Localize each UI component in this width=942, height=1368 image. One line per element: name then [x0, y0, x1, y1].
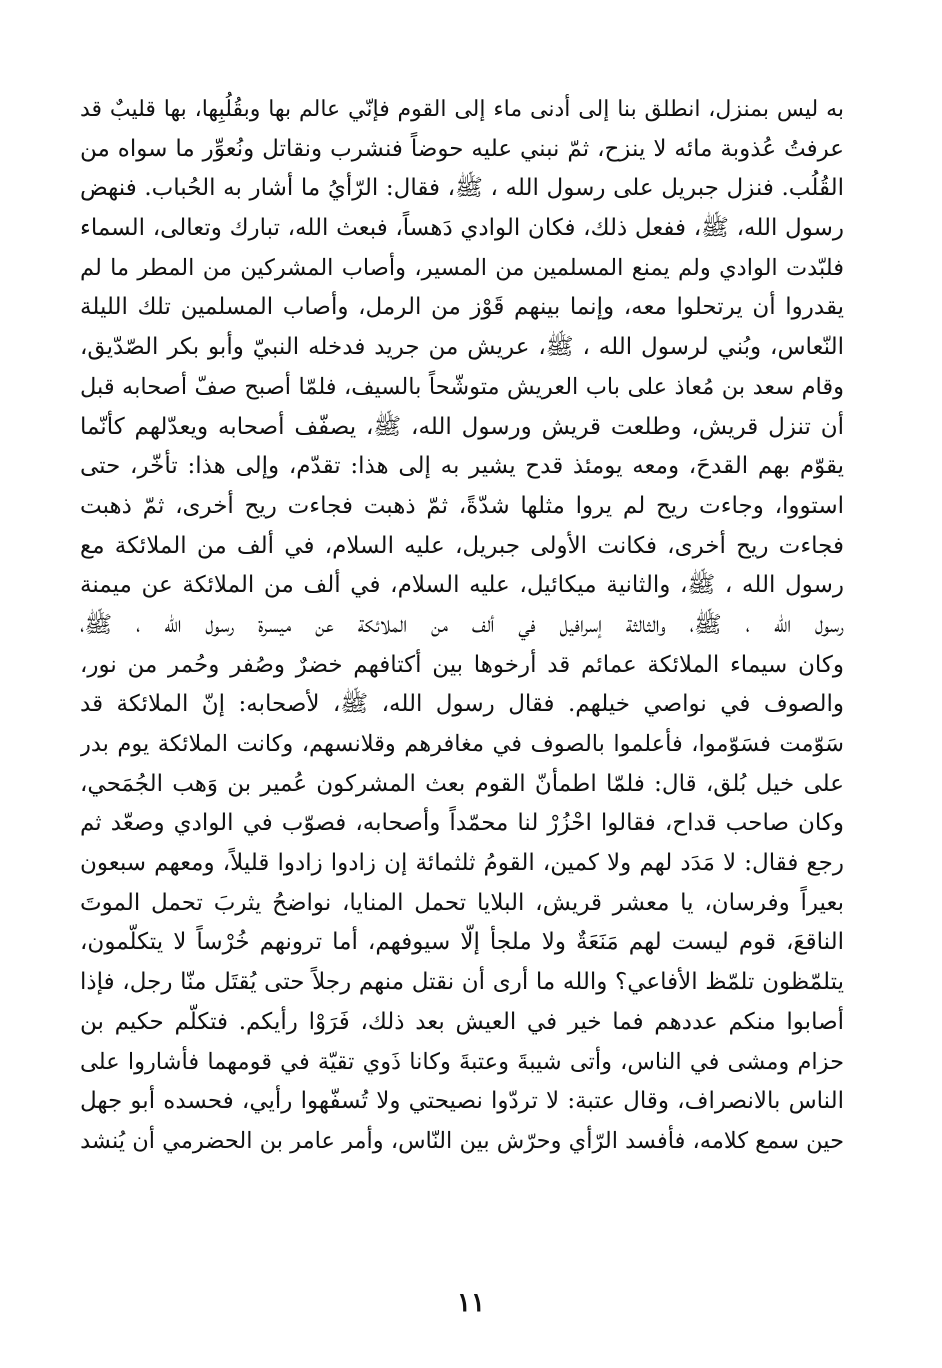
text-line: رسول الله ، ﷺ، والثانية ميكائيل، عليه السلام، في ألف من الملائكة عن ميمنة: [80, 572, 844, 599]
text-line: استووا، وجاءت ريح لم يروا مثلها شدّةً، ثمّ ذهبت فجاءت ريح أخرى، ثمّ ذهبت: [80, 492, 844, 519]
text-line: رجع فقال: لا مَدَد لهم ولا كمين، القومُ ثلثمائة إن زادوا زادوا قليلاً، ومعهم سبعون: [80, 850, 844, 877]
main-text: [80, 90, 844, 1162]
text-line: عرفتُ عُذوبة مائه لا ينزح، ثمّ نبني عليه حوضاً فنشرب ونقاتل ونُعوِّر ما سواه من: [80, 135, 844, 162]
text-line: يقدروا أن يرتحلوا معه، وإنما بينهم قَوْز من الرمل، وأصاب المسلمين تلك الليلة: [80, 294, 844, 321]
text-line: على خيل بُلق، قال: فلمّا اطمأنّ القوم بعث المشركون عُمير بن وَهب الجُمَحي،: [80, 770, 844, 797]
text-line: النّعاس، وبُني لرسول الله ، ﷺ، عريش من جريد فدخله النبيّ وأبو بكر الصّدّيق،: [80, 334, 844, 361]
text-line: فجاءت ريح أخرى، فكانت الأولى جبريل، عليه السلام، في ألف من الملائكة مع: [80, 532, 844, 559]
text-line: وقام سعد بن مُعاذ على باب العريش متوشّحاً بالسيف، فلمّا أصبح صفّ أصحابه قبل: [80, 373, 844, 400]
text-line: رسول الله ، ﷺ، والثالثة إسرافيل في ألف من الملائكة عن ميسرة رسول الله ، ﷺ،: [80, 611, 844, 638]
text-line: يتلمّظون تلمّظ الأفاعي؟ والله ما أرى أن نقتل منهم رجلاً حتى يُقتَل منّا رجل، فإذا: [80, 969, 844, 996]
text-line: حين سمع كلامه، فأفسد الرّأي وحرّش بين النّاس، وأمر عامر بن الحضرمي أن يُنشد: [80, 1127, 844, 1154]
page-body: [80, 90, 844, 1270]
text-line: سَوّمت فسَوّموا، فأعلموا بالصوف في مغافرهم وقلانسهم، وكانت الملائكة يوم بدر: [80, 731, 844, 757]
text-line: الناس بالانصراف، وقال عتبة: لا تردّوا نصيحتي ولا تُسفّهوا رأيي، فحسده أبو جهل: [80, 1088, 844, 1115]
text-line: به ليس بمنزل، انطلق بنا إلى أدنى ماء إلى القوم فإنّي عالم بها وبقُلُبِها، بها قليبٌ قد: [80, 97, 844, 122]
text-line: يقوّم بهم القدحَ، ومعه يومئذ قدح يشير به إلى هذا: تقدّم، وإلى هذا: تأخّر، حتى: [80, 453, 844, 480]
text-line: أصابوا منكم عددهم فما خير في العيش بعد ذلك، فَرَوْا رأيكم. فتكلّم حكيم بن: [80, 1008, 844, 1035]
text-line: بعيراً وفرسان، يا معشر قريش، البلايا تحمل المنايا، نواضحُ يثربَ تحمل الموتَ: [80, 889, 844, 916]
text-line: والصوف في نواصي خيلهم. فقال رسول الله، ﷺ، لأصحابه: إنّ الملائكة قد: [80, 691, 844, 718]
text-line: وكان صاحب قداح، فقالوا احْزُرْ لنا محمّداً وأصحابه، فصوّب في الوادي وصعّد ثم: [80, 810, 844, 837]
text-line: القُلُب. فنزل جبريل على رسول الله ، ﷺ، فقال: الرّأيُ ما أشار به الحُباب. فنهض: [80, 175, 844, 202]
text-line: حزام ومشى في الناس، وأتى شيبةَ وعتبةَ وكانا ذَوي تقيّة في قومهما فأشاروا على: [80, 1048, 844, 1075]
text-line: وكان سيماء الملائكة عمائم قد أرخوها بين أكتافهم خضرٌ وصُفر وحُمر من نور،: [80, 651, 844, 678]
text-line: رسول الله، ﷺ، ففعل ذلك، فكان الوادي دَهساً، فبعث الله، تبارك وتعالى، السماء: [80, 215, 844, 242]
page-number: ١١: [457, 1288, 485, 1318]
text-line: أن تنزل قريش، وطلعت قريش ورسول الله، ﷺ، يصفّف أصحابه ويعدّلهم كأنّما: [80, 413, 844, 440]
text-line: فلبّدت الوادي ولم يمنع المسلمين من المسير، وأصاب المشركين من المطر ما لم: [80, 254, 844, 281]
text-line: الناقعَ، قوم ليست لهم مَنَعَةٌ ولا ملجأ إلّا سيوفهم، أما ترونهم خُرْساً لا يتكلّمون،: [80, 929, 844, 956]
